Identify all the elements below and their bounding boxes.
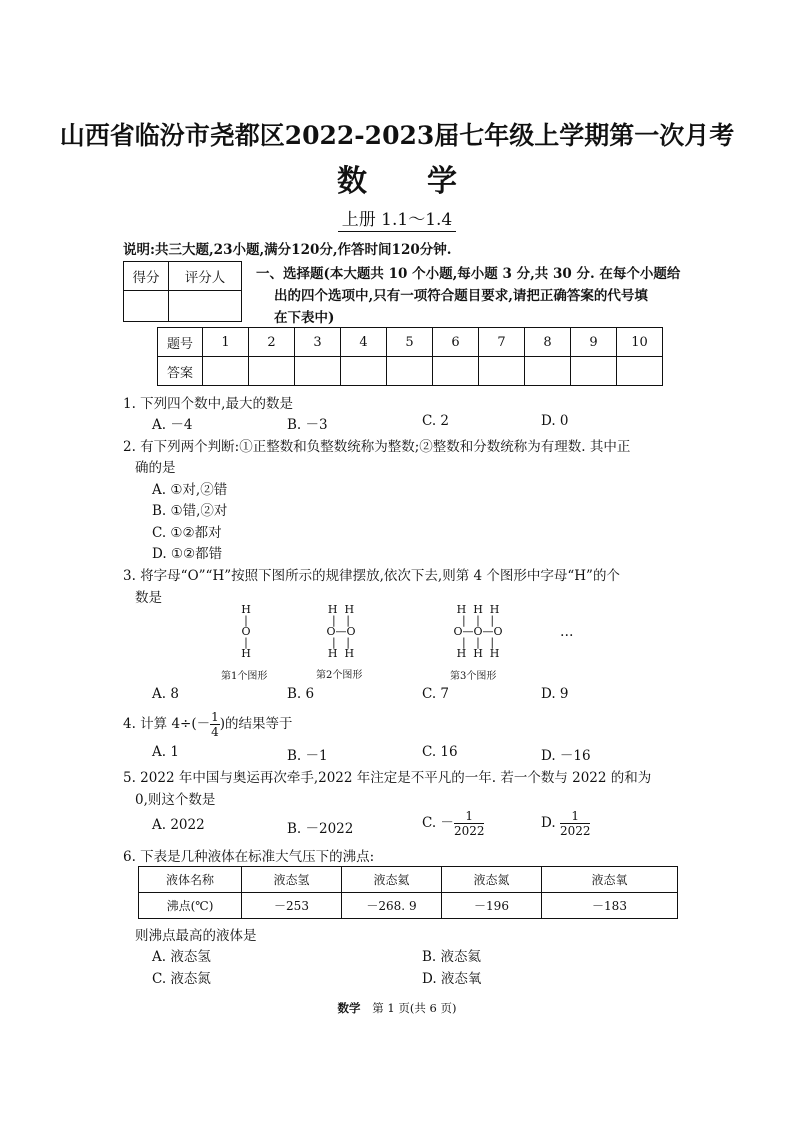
q2-option-b: B. ①错,②对 (152, 503, 228, 519)
section1-line1: 一、选择题(本大题共 10 个小题,每小题 3 分,共 30 分. 在每个小题给 (256, 266, 681, 282)
q3-fig2-mid: O—O (326, 625, 356, 638)
instructions-text: 说明:共三大题,23小题,满分120分,作答时间120分钟. (123, 242, 452, 258)
q4-option-c: C. 16 (422, 744, 458, 760)
q3-option-c: C. 7 (422, 686, 450, 702)
bp-header: 液态氦 (342, 867, 442, 893)
answer-table-number: 9 (571, 328, 617, 357)
answer-cell (341, 357, 387, 386)
answer-table (157, 327, 663, 386)
instructions (123, 238, 451, 258)
answer-cell (617, 357, 663, 386)
q3-option-b: B. 6 (287, 686, 315, 702)
q5-c-prefix: C. － (422, 815, 454, 831)
q5-option-c (422, 808, 484, 838)
bp-header: 液体名称 (139, 867, 242, 893)
q6-option-c: C. 液态氮 (152, 971, 211, 987)
q3-stem-line1: 3. 将字母“O”“H”按照下图所示的规律摆放,依次下去,则第 4 个图形中字母“H”的个 (123, 568, 620, 584)
scope-line (0, 205, 794, 230)
q2-option-d: D. ①②都错 (152, 546, 223, 562)
q5-stem-line1: 5. 2022 年中国与奥运再次牵手,2022 年注定是不平凡的一年. 若一个数与 2022 的和为 (123, 770, 652, 786)
grader-label: 评分人 (169, 262, 242, 291)
answer-table-row2-label: 答案 (158, 357, 203, 386)
subject-title: 数学 (337, 164, 517, 199)
q4-stem-pre: 4. 计算 4÷(－ (123, 716, 211, 732)
answer-cell (525, 357, 571, 386)
q2-stem-line1: 2. 有下列两个判断:①正整数和负整数统称为整数;②整数和分数统称为有理数. 其中正 (123, 439, 631, 455)
bond-line: | | | (461, 614, 495, 627)
answer-table-answer-row (158, 357, 663, 386)
q2-stem-line2: 确的是 (135, 460, 176, 476)
bond-line: | | (332, 636, 350, 649)
bp-header-row (139, 867, 678, 893)
q5-d-prefix: D. (541, 815, 560, 831)
q5-c-fraction (454, 809, 485, 838)
q5-d-fraction (560, 809, 591, 838)
q3-fig3-top: H H H (456, 603, 500, 616)
q5-option-b: B. －2022 (287, 821, 354, 837)
answer-cell (433, 357, 479, 386)
q4-fraction (210, 710, 220, 739)
q3-figure-1 (226, 604, 266, 659)
q6-option-d: D. 液态氧 (422, 971, 482, 987)
score-cell (124, 291, 169, 322)
answer-table-number: 7 (479, 328, 525, 357)
q3-fig2-caption: 第2个图形 (316, 670, 363, 681)
q3-fig3-bottom: H H H (456, 647, 500, 660)
grader-cell (169, 291, 242, 322)
q1-stem: 1. 下列四个数中,最大的数是 (123, 396, 293, 412)
boiling-point-table (138, 866, 678, 919)
answer-table-number: 10 (617, 328, 663, 357)
q5-stem-line2: 0,则这个数是 (135, 792, 216, 808)
q3-option-a: A. 8 (152, 686, 179, 702)
bp-value: －196 (442, 893, 542, 919)
q5-option-d (541, 808, 590, 838)
bond-line: | | (332, 614, 350, 627)
q6-option-b: B. 液态氦 (422, 949, 482, 965)
answer-table-number: 2 (249, 328, 295, 357)
answer-cell (479, 357, 525, 386)
q3-fig2-bottom: H H (327, 647, 355, 660)
q3-fig1-top: H (241, 603, 251, 616)
footer-page: 第 1 页(共 6 页) (372, 1001, 457, 1015)
answer-cell (295, 357, 341, 386)
footer-subject: 数学 (337, 1001, 361, 1015)
q4-frac-den: 4 (211, 725, 219, 739)
answer-cell (249, 357, 295, 386)
q2-option-a: A. ①对,②错 (152, 482, 228, 498)
section1-line2: 出的四个选项中,只有一项符合题目要求,请把正确答案的代号填 (274, 288, 648, 304)
page-footer (0, 1000, 794, 1016)
q4-option-d: D. －16 (541, 748, 591, 764)
answer-table-number: 4 (341, 328, 387, 357)
q1-option-d: D. 0 (541, 413, 569, 429)
answer-cell (203, 357, 249, 386)
score-box (123, 261, 242, 322)
score-label: 得分 (124, 262, 169, 291)
q3-fig1-mid: O (241, 625, 251, 638)
q1-option-b: B. －3 (287, 417, 328, 433)
q1-option-a: A. －4 (152, 417, 193, 433)
q4-option-b: B. －1 (287, 748, 328, 764)
answer-cell (571, 357, 617, 386)
section1-line3: 在下表中) (274, 310, 335, 326)
q3-stem-line2: 数是 (135, 590, 162, 606)
bp-value: －253 (242, 893, 342, 919)
q3-fig1-bottom: H (241, 647, 251, 660)
q5-c-num: 1 (454, 809, 485, 824)
scope-text: 上册 1.1～1.4 (338, 210, 456, 232)
answer-table-number: 5 (387, 328, 433, 357)
bond-line: | (244, 614, 248, 627)
q2-option-c: C. ①②都对 (152, 525, 222, 541)
q3-ellipsis: … (560, 624, 574, 640)
q6-stem: 6. 下表是几种液体在标准大气压下的沸点: (123, 849, 375, 865)
bp-value: －183 (542, 893, 678, 919)
q4-option-a: A. 1 (152, 744, 179, 760)
q3-figure-2 (316, 604, 366, 659)
bp-row-label: 沸点(℃) (139, 893, 242, 919)
q3-figure-3 (446, 604, 510, 659)
q5-d-den: 2022 (559, 824, 591, 838)
q5-d-num: 1 (560, 809, 591, 824)
q3-fig3-caption: 第3个图形 (450, 671, 497, 682)
q3-fig1-caption: 第1个图形 (221, 671, 268, 682)
exam-title: 山西省临汾市尧都区2022-2023届七年级上学期第一次月考 (59, 121, 735, 150)
q5-c-den: 2022 (453, 824, 485, 838)
q3-option-d: D. 9 (541, 686, 569, 702)
bp-value: －268. 9 (342, 893, 442, 919)
bond-line: | (244, 636, 248, 649)
answer-table-number: 6 (433, 328, 479, 357)
answer-table-number: 1 (203, 328, 249, 357)
answer-table-number: 3 (295, 328, 341, 357)
q4-frac-num: 1 (211, 710, 219, 724)
q5-option-a: A. 2022 (152, 817, 205, 833)
q1-option-c: C. 2 (422, 413, 450, 429)
bp-header: 液态氢 (242, 867, 342, 893)
bp-value-row (139, 893, 678, 919)
bp-header: 液态氮 (442, 867, 542, 893)
bp-header: 液态氧 (542, 867, 678, 893)
q3-fig3-mid: O—O—O (453, 625, 503, 638)
q4-stem (123, 709, 293, 739)
answer-table-number-row (158, 328, 663, 357)
answer-table-number: 8 (525, 328, 571, 357)
q3-fig2-top: H H (327, 603, 355, 616)
q6-followup: 则沸点最高的液体是 (135, 928, 257, 944)
answer-table-row1-label: 题号 (158, 328, 203, 357)
q6-option-a: A. 液态氢 (152, 949, 211, 965)
q4-stem-post: )的结果等于 (219, 716, 293, 732)
bond-line: | | | (461, 636, 495, 649)
answer-cell (387, 357, 433, 386)
